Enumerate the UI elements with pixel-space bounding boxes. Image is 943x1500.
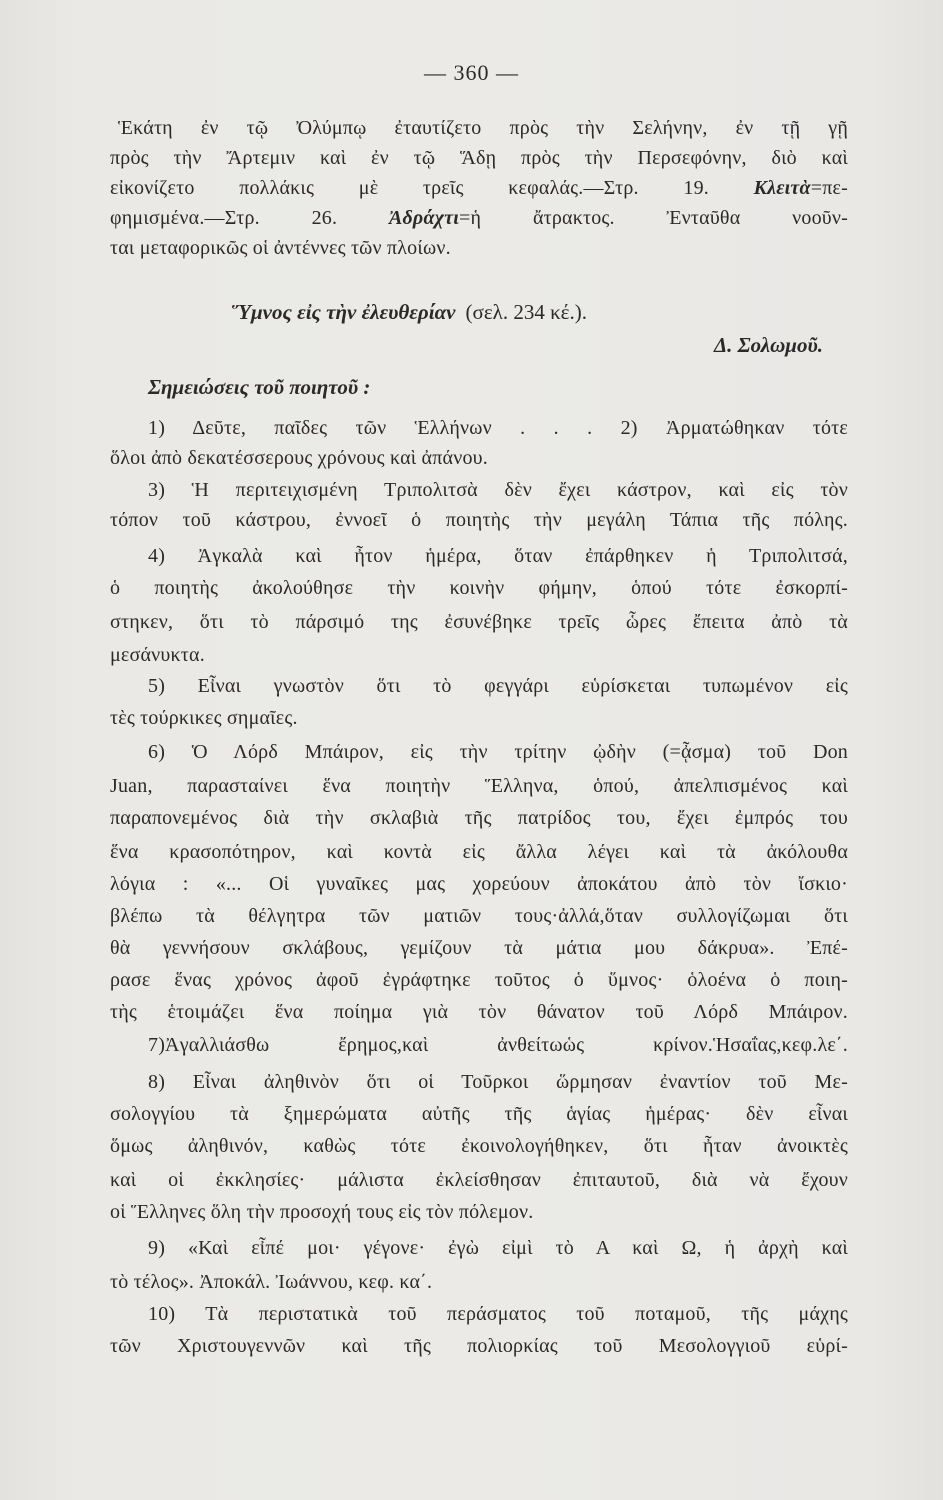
note-line: τόπον τοῦ κάστρου, ἐννοεῖ ὁ ποιητὴς τὴν μεγάλη Τάπια τῆς πόλης.: [110, 509, 848, 531]
note-line: 10) Τὰ περιστατικὰ τοῦ περάσματος τοῦ ποταμοῦ, τῆς μάχης: [148, 1303, 848, 1325]
note-line: 3) Ἡ περιτειχισμένη Τριπολιτσὰ δὲν ἔχει κάστρον, καὶ εἰς τὸν: [148, 479, 848, 501]
note-line: ὅλοι ἀπὸ δεκατέσσερους χρόνους καὶ ἀπάνου.: [110, 447, 488, 469]
intro-line: πρὸς τὴν Ἄρτεμιν καὶ ἐν τῷ Ἅδῃ πρὸς τὴν Περσεφόνην, διὸ καὶ: [110, 147, 848, 169]
note-line: ὅμως ἀληθινόν, καθὼς τότε ἐκοινολογήθηκεν, ὅτι ἦταν ἀνοικτὲς: [110, 1135, 848, 1157]
note-line: 7)Ἀγαλλιάσθω ἔρημος,καὶ ἀνθείτωὡς κρίνον.Ἡσαΐας,κεφ.λε΄.: [148, 1034, 848, 1056]
hymn-title: Ὕμνος εἰς τὴν ἐλευθερίαν: [232, 300, 456, 324]
note-line: Juan, παρασταίνει ἕνα ποιητὴν Ἕλληνα, ὁπού, ἀπελπισμένος καὶ: [110, 775, 848, 797]
note-line: βλέπω τὰ θέλγητρα τῶν ματιῶν τους·ἀλλά,ὅταν συλλογίζωμαι ὅτι: [110, 905, 848, 927]
note-line: στηκεν, ὅτι τὸ πάρσιμό της ἐσυνέβηκε τρεῖς ὧρες ἔπειτα ἀπὸ τὰ: [110, 611, 848, 633]
intro-line: [110, 203, 848, 233]
intro-line-text: =πε-: [810, 177, 848, 199]
note-line: μεσάνυκτα.: [110, 644, 205, 666]
intro-line: ται μεταφορικῶς οἱ ἀντέννες τῶν πλοίων.: [110, 237, 451, 259]
note-line: θὰ γεννήσουν σκλάβους, γεμίζουν τὰ μάτια μου δάκρυα». Ἐπέ-: [110, 937, 848, 959]
note-line: σολογγίου τὰ ξημερώματα αὐτῆς τῆς ἁγίας ἡμέρας· δὲν εἶναι: [110, 1103, 848, 1125]
glossary-term: Ἀδράχτι: [388, 207, 460, 229]
note-line: τὸ τέλος». Ἀποκάλ. Ἰωάννου, κεφ. κα΄.: [110, 1271, 433, 1293]
note-line: ρασε ἕνας χρόνος ἀφοῦ ἐγράφτηκε τοῦτος ὁ ὕμνος· ὁλοένα ὁ ποιη-: [110, 969, 848, 991]
hymn-reference: (σελ. 234 κέ.).: [465, 300, 587, 324]
intro-line: Ἑκάτη ἐν τῷ Ὀλύμπῳ ἐταυτίζετο πρὸς τὴν Σελήνην, ἐν τῇ γῇ: [118, 117, 848, 139]
note-line: τῶν Χριστουγεννῶν καὶ τῆς πολιορκίας τοῦ Μεσολογγιοῦ εὑρί-: [110, 1335, 848, 1357]
note-line: τὴς ἑτοιμάζει ἕνα ποίημα γιὰ τὸν θάνατον τοῦ Λόρδ Μπάιρον.: [110, 1001, 848, 1023]
intro-line: [110, 173, 848, 203]
author-name: Δ. Σολωμοῦ.: [713, 333, 823, 357]
hymn-heading: [232, 297, 792, 327]
page-number: — 360 —: [424, 60, 519, 85]
note-line: οἱ Ἕλληνες ὅλη τὴν προσοχή τους εἰς τὸν πόλεμον.: [110, 1201, 534, 1223]
note-line: 8) Εἶναι ἀληθινὸν ὅτι οἱ Τοῦρκοι ὥρμησαν ἐναντίον τοῦ Με-: [148, 1071, 848, 1093]
notes-heading: Σημειώσεις τοῦ ποιητοῦ :: [148, 375, 371, 399]
note-line: λόγια : «... Οἱ γυναῖκες μας χορεύουν ἀποκάτου ἀπὸ τὸν ἴσκιο·: [110, 873, 848, 895]
note-line: 1) Δεῦτε, παῖδες τῶν Ἑλλήνων . . . 2) Ἀρματώθηκαν τότε: [148, 417, 848, 439]
intro-line-text: =ἡ ἄτρακτος. Ἐνταῦθα νοοῦν-: [459, 207, 849, 229]
note-line: 9) «Καὶ εἶπέ μοι· γέγονε· ἐγὼ εἰμὶ τὸ Α καὶ Ω, ἡ ἀρχὴ καὶ: [148, 1237, 848, 1259]
intro-line-text: εἰκονίζετο πολλάκις μὲ τρεῖς κεφαλάς.—Στρ. 19.: [110, 177, 754, 199]
note-line: καὶ οἱ ἐκκλησίες· μάλιστα ἐκλείσθησαν ἐπιταυτοῦ, διὰ νὰ ἔχουν: [110, 1169, 848, 1191]
intro-line-text: φημισμένα.—Στρ. 26.: [110, 207, 389, 229]
note-line: ὁ ποιητὴς ἀκολούθησε τὴν κοινὴν φήμην, ὁπού τότε ἐσκορπί-: [110, 577, 848, 599]
note-line: 6) Ὁ Λόρδ Μπάιρον, εἰς τὴν τρίτην ᾠδὴν (=ᾆσμα) τοῦ Don: [148, 741, 848, 763]
note-line: 4) Ἀγκαλὰ καὶ ἦτον ἡμέρα, ὅταν ἐπάρθηκεν ἡ Τριπολιτσά,: [148, 545, 848, 567]
note-line: τὲς τούρκικες σημαῖες.: [110, 707, 298, 729]
note-line: ἕνα κρασοπότηρον, καὶ κοντὰ εἰς ἄλλα λέγει καὶ τὰ ἀκόλουθα: [110, 841, 848, 863]
note-line: παραπονεμένος διὰ τὴν σκλαβιὰ τῆς πατρίδος του, ἔχει ἐμπρός του: [110, 807, 848, 829]
glossary-term: Κλειτὰ: [753, 177, 811, 199]
note-line: 5) Εἶναι γνωστὸν ὅτι τὸ φεγγάρι εὑρίσκεται τυπωμένον εἰς: [148, 675, 848, 697]
